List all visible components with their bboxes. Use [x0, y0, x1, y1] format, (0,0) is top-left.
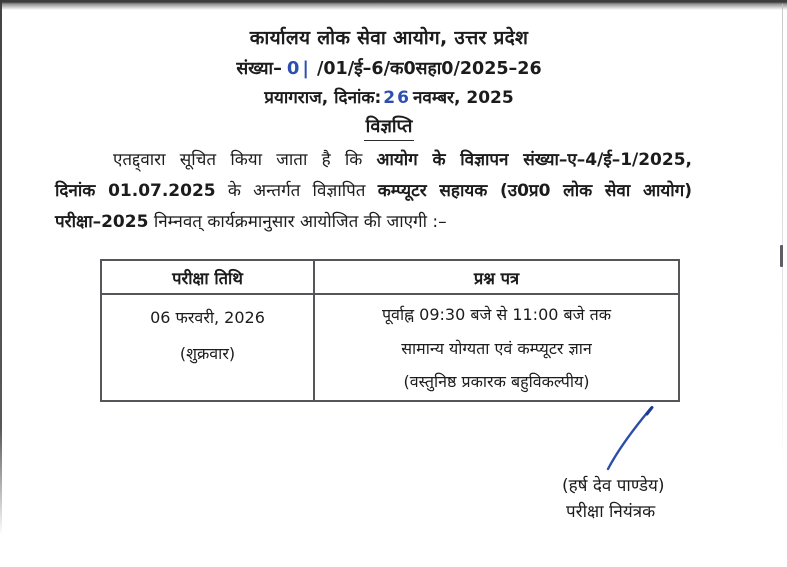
column-header-question-paper: प्रश्न पत्र — [314, 260, 679, 294]
exam-date: 06 फरवरी, 2026 — [150, 308, 265, 327]
paper-subject: सामान्य योग्यता एवं कम्प्यूटर ज्ञान — [401, 338, 592, 358]
scan-edge-right — [782, 4, 783, 470]
paragraph-line-2 — [55, 176, 692, 207]
reference-number-line — [0, 56, 778, 80]
paragraph-bold-text: कम्प्यूटर सहायक (उ0प्र0 लोक सेवा आयोग) — [377, 181, 692, 201]
place-date-line — [0, 85, 778, 108]
page-title: विज्ञप्ति — [364, 114, 415, 141]
paragraph-line-1 — [55, 145, 692, 176]
title-row — [0, 114, 778, 141]
letterhead — [0, 24, 778, 108]
signatory-designation: परीक्षा नियंत्रक — [566, 502, 656, 522]
paragraph-text: निम्नवत् कार्यक्रमानुसार आयोजित की जाएगी :– — [148, 212, 447, 232]
date-rest: नवम्बर, 2025 — [412, 88, 514, 108]
question-paper-cell — [314, 294, 679, 401]
table-row — [101, 294, 679, 401]
paragraph-text: एतद्द्वारा सूचित किया जाता है कि — [113, 150, 377, 170]
handwritten-serial-number: 0| — [286, 58, 312, 79]
paragraph-bold-text: दिनांक 01.07.2025 — [55, 181, 216, 201]
signature-stroke — [588, 398, 668, 478]
body-paragraph — [55, 145, 692, 238]
paragraph-bold-text: आयोग के विज्ञापन संख्या–ए–4/ई–1/2025, — [376, 150, 693, 170]
paper-type: (वस्तुनिष्ठ प्रकारक बहुविकल्पीय) — [403, 372, 590, 391]
handwritten-date: 26 — [383, 88, 411, 108]
exam-day: (शुक्रवार) — [179, 344, 236, 363]
exam-time: पूर्वाह्न 09:30 बजे से 11:00 बजे तक — [381, 305, 612, 324]
scan-edge-top — [0, 0, 787, 10]
paragraph-text: के अन्तर्गत विज्ञापित — [215, 181, 378, 201]
reference-number-label: संख्या– — [236, 59, 282, 79]
exam-date-cell — [101, 294, 314, 401]
exam-schedule-table — [100, 259, 680, 402]
column-header-exam-date: परीक्षा तिथि — [101, 260, 314, 294]
scan-edge-right-dash — [780, 245, 783, 267]
reference-number-rest: /01/ई–6/क0सहा0/2025–26 — [316, 59, 542, 79]
paragraph-bold-text: परीक्षा–2025 — [55, 212, 149, 232]
paragraph-line-3 — [55, 207, 692, 238]
signatory-name: (हर्ष देव पाण्डेय) — [562, 476, 665, 496]
place-date-label: प्रयागराज, दिनांक: — [264, 88, 382, 108]
office-name: कार्यालय लोक सेवा आयोग, उत्तर प्रदेश — [249, 27, 529, 49]
table-header-row — [101, 260, 679, 294]
